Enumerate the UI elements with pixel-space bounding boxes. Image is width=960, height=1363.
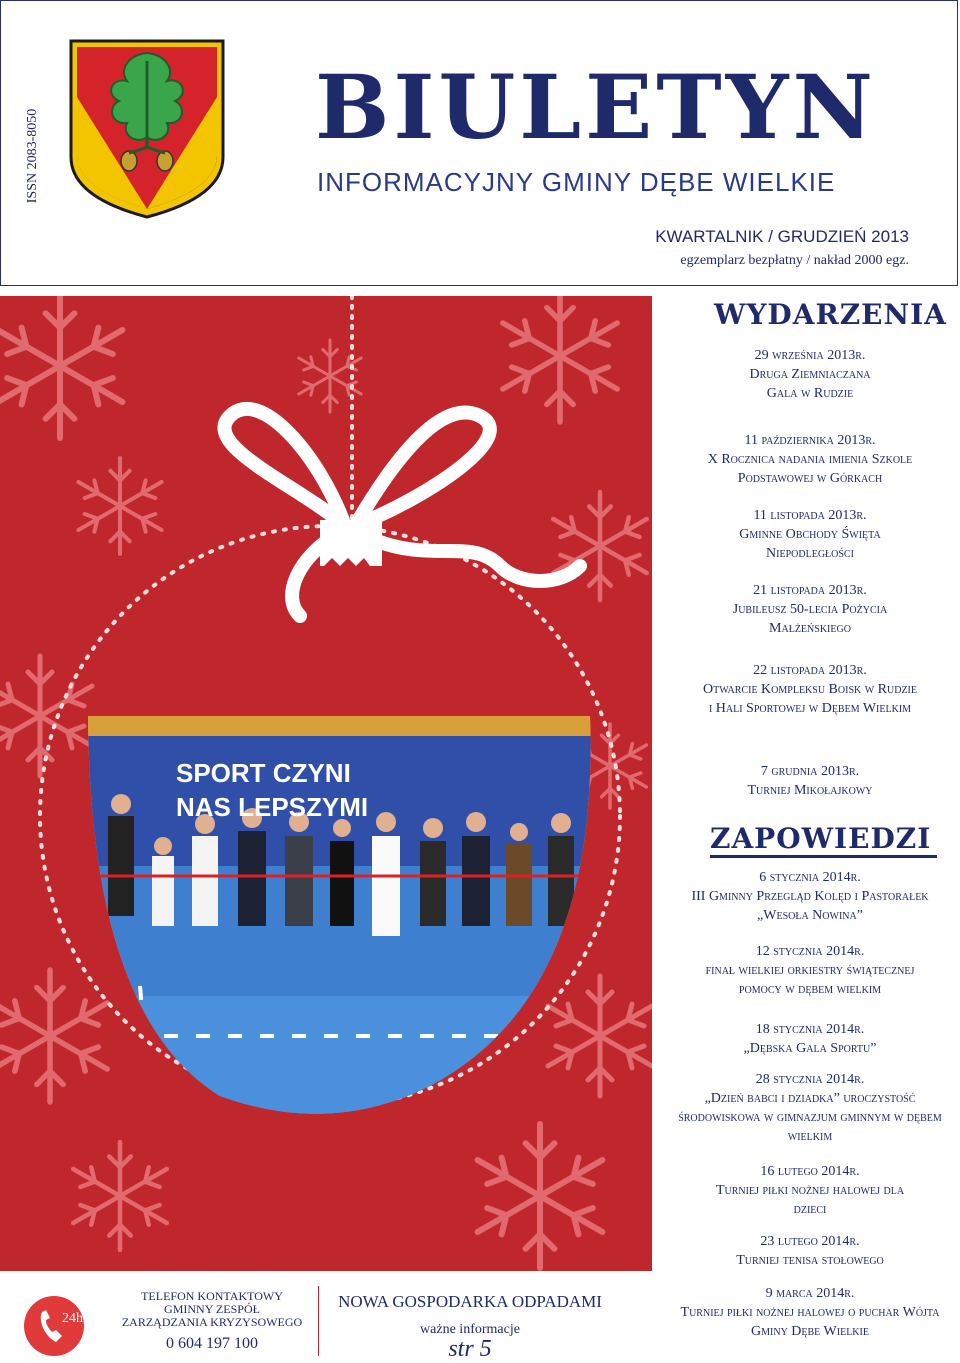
event-item bbox=[660, 346, 960, 403]
event-title: Turniej Mikołajkowy bbox=[747, 783, 873, 798]
event-title: X Rocznica nadania imienia Szkole Podstawowej w Górkach bbox=[707, 452, 913, 486]
announcement-date: 9 marca 2014r. bbox=[765, 1286, 855, 1301]
waste-page-ref: str 5 bbox=[448, 1336, 492, 1362]
event-title: Otwarcie Kompleksu Boisk w Rudzie i Hali Sportowej w Dębem Wielkim bbox=[703, 682, 917, 716]
announcements-section-title: ZAPOWIEDZI bbox=[710, 822, 937, 858]
event-item bbox=[660, 762, 960, 800]
christmas-ornament-illustration bbox=[0, 296, 652, 1271]
announcement-title: Turniej piłki nożnej halowej o puchar Wójta Gminy Dębe Wielkie bbox=[680, 1305, 940, 1339]
event-title: Gminne Obchody Święta Niepodległości bbox=[739, 527, 881, 561]
event-date: 7 grudnia 2013r. bbox=[760, 764, 860, 779]
hotline-badge: 24h bbox=[62, 1311, 83, 1326]
event-date: 29 września 2013r. bbox=[754, 348, 866, 363]
announcement-item bbox=[660, 1284, 960, 1341]
event-item bbox=[660, 661, 960, 718]
announcement-item bbox=[660, 1070, 960, 1146]
publication-subtitle: INFORMACYJNY GMINY DĘBE WIELKIE bbox=[317, 167, 836, 197]
event-date: 11 listopada 2013r. bbox=[753, 508, 867, 523]
announcement-date: 16 lutego 2014r. bbox=[760, 1164, 860, 1179]
announcement-title: finał wielkiej orkiestry świątecznej pomocy w dębem wielkim bbox=[705, 963, 915, 997]
crisis-contact bbox=[112, 1290, 312, 1353]
announcement-item bbox=[660, 1020, 960, 1058]
phone-24h-icon bbox=[20, 1286, 94, 1360]
contents-column bbox=[660, 296, 960, 1361]
coat-of-arms-icon bbox=[67, 37, 227, 221]
event-item bbox=[660, 431, 960, 488]
waste-title: NOWA GOSPODARKA ODPADAMI bbox=[338, 1292, 602, 1311]
banner-text-line2: NAS LEPSZYMI bbox=[176, 792, 369, 822]
event-title: Druga Ziemniaczana Gala w Rudzie bbox=[749, 367, 871, 401]
announcement-title: III Gminny Przegląd Kolęd i Pastorałek „Wesoła Nowina” bbox=[691, 889, 929, 923]
event-item bbox=[660, 506, 960, 563]
banner-text-line1: SPORT CZYNI bbox=[176, 758, 351, 788]
announcement-title: Turniej tenisa stołowego bbox=[736, 1253, 884, 1268]
announcement-date: 12 stycznia 2014r. bbox=[755, 944, 865, 959]
announcement-date: 23 lutego 2014r. bbox=[760, 1234, 860, 1249]
announcement-date: 18 stycznia 2014r. bbox=[755, 1022, 865, 1037]
announcement-item bbox=[660, 942, 960, 999]
waste-note: ważne informacje bbox=[420, 1322, 520, 1337]
announcement-item bbox=[660, 1162, 960, 1219]
announcement-date: 6 stycznia 2014r. bbox=[759, 870, 861, 885]
announcement-title: „Dzień babci i dziadka” uroczystość środowiskowa w gimnazjum gminnym w dębem wielkim bbox=[678, 1091, 942, 1144]
waste-management-teaser bbox=[330, 1292, 610, 1363]
announcement-title: „Dębska Gala Sportu” bbox=[743, 1041, 877, 1056]
contact-label-line2: GMINNY ZESPÓŁ bbox=[164, 1302, 260, 1316]
cover-illustration bbox=[0, 296, 652, 1271]
edition-note: egzemplarz bezpłatny / nakład 2000 egz. bbox=[680, 253, 909, 268]
announcement-item bbox=[660, 1232, 960, 1270]
masthead bbox=[0, 0, 958, 286]
issn-label: ISSN 2083-8050 bbox=[25, 108, 40, 204]
contact-label-line1: TELEFON KONTAKTOWY bbox=[141, 1289, 283, 1303]
event-item bbox=[660, 581, 960, 638]
event-date: 22 listopada 2013r. bbox=[753, 663, 867, 678]
announcement-item bbox=[660, 868, 960, 925]
issue-period: KWARTALNIK / GRUDZIEŃ 2013 bbox=[655, 227, 909, 246]
contact-label-line3: ZARZĄDZANIA KRYZYSOWEGO bbox=[121, 1315, 303, 1329]
announcement-title: Turniej piłki nożnej halowej dla dzieci bbox=[715, 1183, 905, 1217]
event-title: Jubileusz 50-lecia Pożycia Małżeńskiego bbox=[732, 602, 888, 636]
footer-divider bbox=[318, 1286, 319, 1356]
events-section-title: WYDARZENIA bbox=[714, 298, 947, 331]
event-date: 21 listopada 2013r. bbox=[753, 583, 867, 598]
announcement-date: 28 stycznia 2014r. bbox=[755, 1072, 865, 1087]
contact-phone-number: 0 604 197 100 bbox=[166, 1335, 258, 1352]
event-date: 11 października 2013r. bbox=[744, 433, 876, 448]
publication-title: BIULETYN bbox=[315, 55, 877, 159]
